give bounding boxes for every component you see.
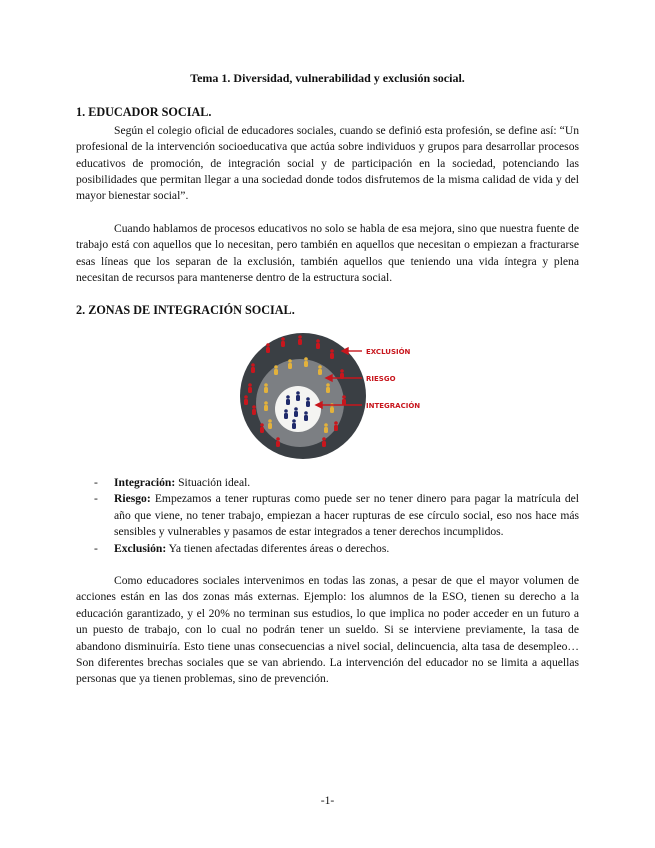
person-figure-body	[260, 427, 264, 433]
person-figure-head	[296, 391, 300, 395]
person-figure-body	[251, 367, 255, 373]
person-figure-body	[304, 415, 308, 421]
page-number: -1-	[320, 794, 335, 807]
person-figure-body	[264, 387, 268, 393]
person-figure-head	[342, 395, 346, 399]
list-item-riesgo: - Riesgo: Empezamos a tener rupturas como puede ser no tener dinero para pagar la matrícula del año que viene, no tener trabajo, empiezan a hacer rupturas de ese círculo social, eso nos hace más sensibles y vulnerables y pasamos de estar integrados a tener derechos incumplidos.	[94, 492, 579, 539]
person-figure-body	[324, 427, 328, 433]
person-figure-head	[288, 359, 292, 363]
person-figure-head	[318, 365, 322, 369]
person-figure-head	[276, 437, 280, 441]
person-figure-head	[264, 383, 268, 387]
term-integracion: Integración:	[114, 475, 176, 489]
section-1-paragraph-1: Según el colegio oficial de educadores sociales, cuando se definió esta profesión, se define así: “Un profesional de la intervención socioeducativa que actúa sobre individuos y grupos para desarrollar procesos educativos de promoción, de integración social y de participación en la sociedad, potenciando las posibilidades que permitan llegar a una sociedad donde todos disfrutemos de la misma calidad de vida y del mayor bienestar social”.	[76, 123, 579, 203]
person-figure-body	[248, 387, 252, 393]
document-page	[76, 70, 579, 688]
person-figure-body	[268, 423, 272, 429]
person-figure-body	[298, 339, 302, 345]
person-figure-body	[306, 401, 310, 407]
person-figure-head	[292, 419, 296, 423]
label-exclusion: EXCLUSIÓN	[366, 347, 411, 356]
person-figure-head	[298, 335, 302, 339]
person-figure-body	[252, 409, 256, 415]
person-figure-body	[330, 353, 334, 359]
person-figure-head	[322, 437, 326, 441]
person-figure-head	[244, 395, 248, 399]
person-figure-body	[304, 361, 308, 367]
zones-list	[76, 475, 579, 557]
person-figure-body	[292, 423, 296, 429]
person-figure-body	[342, 399, 346, 405]
person-figure-head	[264, 401, 268, 405]
person-figure-body	[294, 411, 298, 417]
person-figure-head	[340, 369, 344, 373]
person-figure-head	[274, 365, 278, 369]
person-figure-head	[268, 419, 272, 423]
person-figure-body	[296, 395, 300, 401]
person-figure-head	[294, 407, 298, 411]
integration-zones-diagram	[238, 331, 468, 461]
person-figure-body	[264, 405, 268, 411]
person-figure-head	[324, 423, 328, 427]
section-1-heading: 1. EDUCADOR SOCIAL.	[76, 105, 212, 120]
person-figure-body	[286, 399, 290, 405]
person-figure-body	[266, 347, 270, 353]
section-1-paragraph-2: Cuando hablamos de procesos educativos no solo se habla de esa mejora, sino que nuestra fuente de trabajo está con aquellos que lo necesitan, pero también en aquellos que necesitan o empiezan a fracturarse esas líneas que los separan de la exclusión, también aquellos que teniendo una vida íntegra y plena necesitan de recursos para mantenerse dentro de la estructura social.	[76, 221, 579, 285]
person-figure-head	[284, 409, 288, 413]
person-figure-body	[288, 363, 292, 369]
person-figure-head	[326, 383, 330, 387]
zones-diagram-svg	[238, 331, 468, 461]
term-exclusion: Exclusión:	[114, 541, 167, 555]
person-figure-body	[316, 343, 320, 349]
document-title: Tema 1. Diversidad, vulnerabilidad y exclusión social.	[190, 71, 465, 85]
person-figure-body	[322, 441, 326, 447]
person-figure-head	[252, 405, 256, 409]
person-figure-head	[304, 357, 308, 361]
person-figure-head	[304, 411, 308, 415]
person-figure-body	[284, 413, 288, 419]
person-figure-body	[276, 441, 280, 447]
person-figure-head	[334, 421, 338, 425]
person-figure-body	[274, 369, 278, 375]
person-figure-head	[248, 383, 252, 387]
section-2-heading: 2. ZONAS DE INTEGRACIÓN SOCIAL.	[76, 303, 295, 318]
term-riesgo: Riesgo:	[114, 492, 151, 506]
person-figure-body	[281, 341, 285, 347]
list-item-exclusion: - Exclusión: Ya tienen afectadas diferentes áreas o derechos.	[94, 541, 390, 555]
person-figure-head	[286, 395, 290, 399]
person-figure-body	[326, 387, 330, 393]
person-figure-head	[251, 363, 255, 367]
person-figure-head	[306, 397, 310, 401]
person-figure-head	[330, 349, 334, 353]
person-figure-body	[318, 369, 322, 375]
person-figure-head	[260, 423, 264, 427]
section-2-paragraph: Como educadores sociales intervenimos en todas las zonas, a pesar de que el mayor volumen de acciones están en las dos zonas más externas. Ejemplo: los alumnos de la ESO, tienen su derecho a la educación garantizado, y el 20% no terminan sus estudios, lo que implica no poder acceder en un futuro a un puesto de trabajo, con lo cual no podrán tener un sueldo. Si se interviene previamente, la tasa de abandono disminuiría. Esto tiene unas consecuencias a nivel social, delincuencia, alta tasa de desempleo… Son diferentes brechas sociales que se van abriendo. La intervención del educador no se limita a aquellas personas que ya tienen problemas, sino de prevención.	[76, 573, 579, 686]
person-figure-head	[266, 343, 270, 347]
person-figure-body	[330, 407, 334, 413]
label-integracion: INTEGRACIÓN	[366, 401, 421, 410]
person-figure-head	[281, 337, 285, 341]
label-riesgo: RIESGO	[366, 374, 396, 383]
list-item-integracion: - Integración: Situación ideal.	[94, 475, 251, 489]
person-figure-head	[316, 339, 320, 343]
person-figure-body	[334, 425, 338, 431]
person-figure-body	[244, 399, 248, 405]
